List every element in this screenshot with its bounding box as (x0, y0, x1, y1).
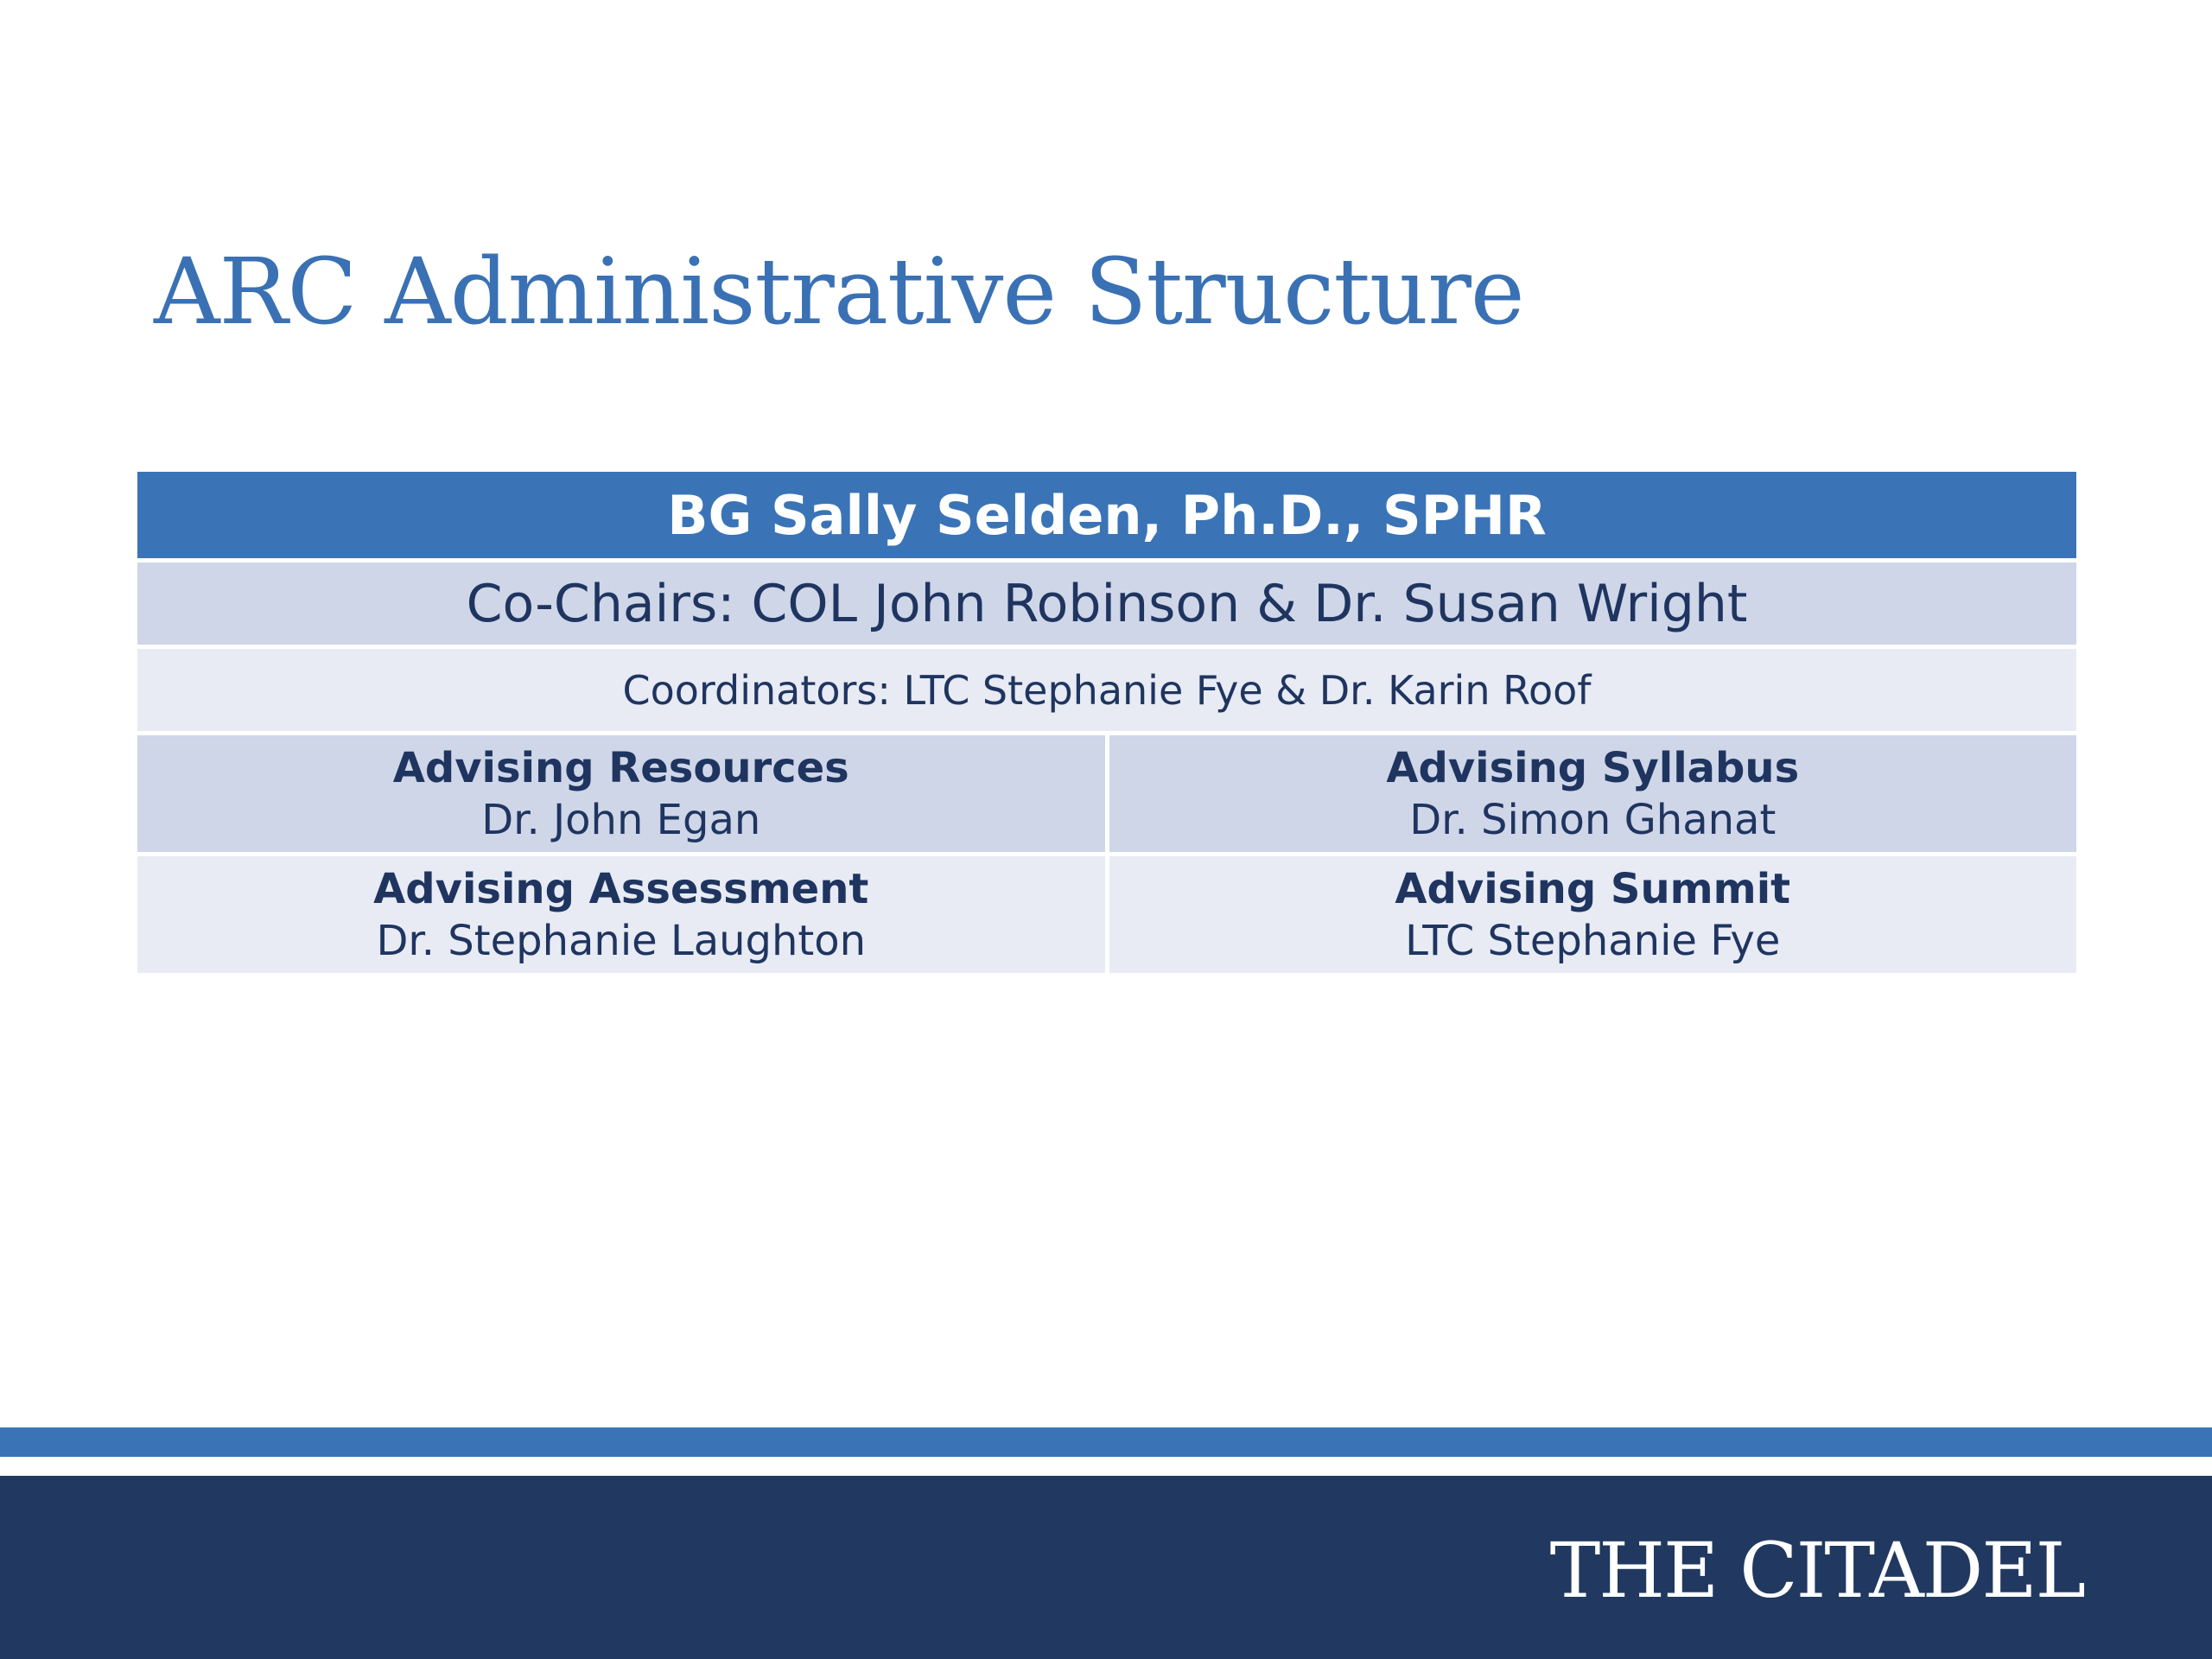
group-cell-advising-resources (136, 734, 1108, 855)
citadel-logo: THE CITADEL (1549, 1526, 2084, 1615)
leader-cell: BG Sally Selden, Ph.D., SPHR (136, 472, 2079, 561)
group-row (136, 734, 2079, 855)
group-row (136, 855, 2079, 976)
group-role: Advising Assessment (373, 864, 869, 913)
slide-title: ARC Administrative Structure (154, 238, 1524, 345)
group-cell-advising-assessment (136, 855, 1108, 976)
group-role: Advising Syllabus (1386, 743, 1800, 792)
cochairs-cell: Co-Chairs: COL John Robinson & Dr. Susan Wright (136, 561, 2079, 647)
group-person: LTC Stephanie Fye (1405, 916, 1781, 965)
coordinators-cell: Coordinators: LTC Stephanie Fye & Dr. Karin Roof (136, 647, 2079, 734)
group-cell-advising-syllabus (1107, 734, 2079, 855)
cochairs-row (136, 561, 2079, 647)
leader-row (136, 472, 2079, 561)
group-role: Advising Summit (1395, 864, 1791, 913)
coordinators-row (136, 647, 2079, 734)
footer-stripe (0, 1427, 2212, 1457)
group-person: Dr. John Egan (481, 795, 761, 844)
group-person: Dr. Simon Ghanat (1409, 795, 1777, 844)
group-cell-advising-summit (1107, 855, 2079, 976)
org-structure-table (133, 472, 2081, 977)
group-role: Advising Resources (392, 743, 849, 792)
group-person: Dr. Stephanie Laughton (376, 916, 867, 965)
